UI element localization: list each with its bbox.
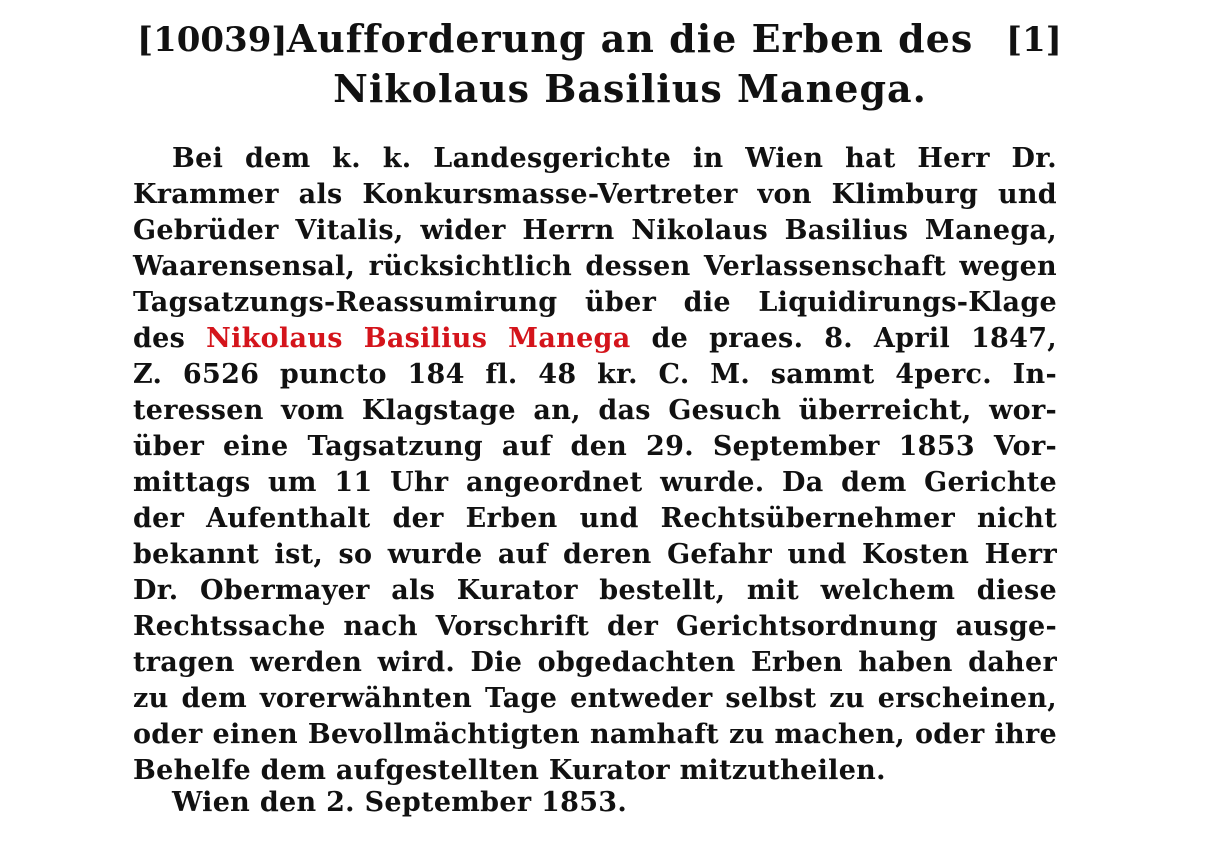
body-line-6-suffix: de praes. 8. April 1847,: [651, 323, 1057, 354]
body-line-5: Tagsatzungs-Reassumirung über die Liquidirungs-Klage: [133, 287, 1057, 318]
body-line-17: oder einen Bevollmächtigten namhaft zu machen, oder ihre: [133, 719, 1057, 750]
body-line-13: Dr. Obermayer als Kurator bestellt, mit welchem diese: [133, 575, 1057, 606]
body-line-3: Gebrüder Vitalis, wider Herrn Nikolaus Basilius Manega,: [133, 215, 1057, 246]
body-line-15: tragen werden wird. Die obgedachten Erben haben daher: [133, 647, 1057, 678]
body-line-1: Bei dem k. k. Landesgerichte in Wien hat Herr Dr.: [172, 143, 1057, 174]
body-line-2: Krammer als Konkursmasse-Vertreter von Klimburg und: [133, 179, 1057, 210]
body-line-6: [133, 321, 1057, 357]
body-line-14: Rechtssache nach Vorschrift der Gerichtsordnung ausge-: [133, 611, 1057, 642]
body-line-11: der Aufenthalt der Erben und Rechtsübernehmer nicht: [133, 503, 1057, 534]
reference-number: [10039]: [137, 20, 288, 60]
body-line-16: zu dem vorerwähnten Tage entweder selbst zu erscheinen,: [133, 683, 1057, 714]
body-line-6-prefix: des: [133, 323, 186, 354]
body-line-18: Behelfe dem aufgestellten Kurator mitzutheilen.: [133, 755, 886, 786]
body-line-4: Waarensensal, rücksichtlich dessen Verlassenschaft wegen: [133, 251, 1057, 282]
body-line-12: bekannt ist, so wurde auf deren Gefahr und Kosten Herr: [133, 539, 1057, 570]
body-line-7: Z. 6526 puncto 184 fl. 48 kr. C. M. sammt 4perc. In-: [133, 359, 1057, 390]
body-line-10: mittags um 11 Uhr angeordnet wurde. Da dem Gerichte: [133, 467, 1057, 498]
place-date-line: Wien den 2. September 1853.: [172, 787, 628, 818]
notice-title-line-1: Aufforderung an die Erben des: [286, 16, 974, 61]
edition-number: [1]: [1006, 20, 1062, 60]
notice-title-line-2: Nikolaus Basilius Manega.: [333, 66, 927, 111]
body-line-9: über eine Tagsatzung auf den 29. September 1853 Vor-: [133, 431, 1057, 462]
highlighted-name: Nikolaus Basilius Manega: [206, 323, 631, 354]
body-line-8: teressen vom Klagstage an, das Gesuch überreicht, wor-: [133, 395, 1057, 426]
